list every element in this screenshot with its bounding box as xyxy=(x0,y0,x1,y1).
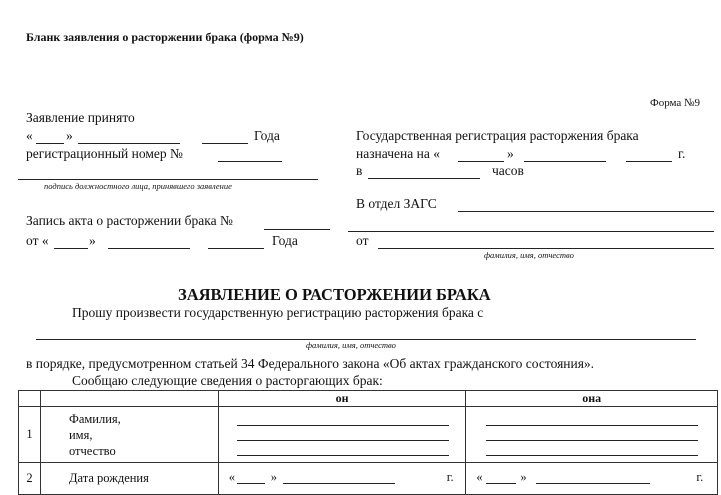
scheduled-month-field[interactable] xyxy=(524,161,606,162)
year-word: Года xyxy=(254,128,280,143)
scheduled-year-abbr: г. xyxy=(678,146,686,161)
he-fio-line-1[interactable] xyxy=(237,425,449,426)
info-intro: Сообщаю следующие сведения о расторгающих брак: xyxy=(72,373,383,388)
he-fio-cell[interactable] xyxy=(218,407,466,463)
she-fio-line-2[interactable] xyxy=(486,440,698,441)
she-fio-cell[interactable] xyxy=(466,407,718,463)
col-he: он xyxy=(218,391,466,407)
row-number: 2 xyxy=(19,463,41,495)
fio-caption-body: фамилия, имя, отчество xyxy=(306,340,396,350)
accepted-year-field[interactable] xyxy=(202,143,248,144)
she-birth-day-field[interactable] xyxy=(486,483,516,484)
fio-caption-right: фамилия, имя, отчество xyxy=(484,250,574,260)
date-open-quote: « xyxy=(26,128,33,143)
scheduled-close-quote: » xyxy=(507,146,514,161)
he-birth-month-field[interactable] xyxy=(283,483,395,484)
he-fio-line-2[interactable] xyxy=(237,440,449,441)
he-birthdate-cell[interactable] xyxy=(218,463,466,495)
signature-caption: подпись должностного лица, принявшего заявление xyxy=(44,181,232,191)
date-close-quote: » xyxy=(66,128,73,143)
state-reg-label: Государственная регистрация расторжения брака xyxy=(356,128,639,143)
zags-field-line2[interactable] xyxy=(348,231,714,232)
hours-label: часов xyxy=(492,163,524,178)
reg-number-label: регистрационный номер № xyxy=(26,146,183,161)
act-year-word: Года xyxy=(272,233,298,248)
she-fio-line-1[interactable] xyxy=(486,425,698,426)
act-month-field[interactable] xyxy=(108,248,190,249)
she-date-open: « xyxy=(476,470,483,484)
row-number: 1 xyxy=(19,407,41,463)
table-row xyxy=(19,407,718,463)
signature-line[interactable] xyxy=(18,179,318,180)
scheduled-hour-field[interactable] xyxy=(368,178,480,179)
request-text: Прошу произвести государственную регистрацию расторжения брака с xyxy=(72,305,484,320)
page-title: Бланк заявления о расторжении брака (форма №9) xyxy=(26,30,304,44)
scheduled-day-field[interactable] xyxy=(458,161,504,162)
form-number: Форма №9 xyxy=(650,97,701,109)
table-row xyxy=(19,463,718,495)
accepted-month-field[interactable] xyxy=(78,143,180,144)
he-fio-line-3[interactable] xyxy=(237,455,449,456)
scheduled-year-field[interactable] xyxy=(626,161,672,162)
act-record-label: Запись акта о расторжении брака № xyxy=(26,213,233,228)
she-date-close: » xyxy=(520,470,527,484)
from-label: от xyxy=(356,233,369,248)
act-date-close: » xyxy=(89,233,96,248)
act-from-label: от « xyxy=(26,233,49,248)
spouses-info-table xyxy=(18,390,718,495)
statement-heading: ЗАЯВЛЕНИЕ О РАСТОРЖЕНИИ БРАКА xyxy=(178,285,491,304)
header-label-cell xyxy=(40,391,218,407)
he-date-open: « xyxy=(228,470,236,484)
he-birth-day-field[interactable] xyxy=(237,483,265,484)
he-date-close: » xyxy=(270,470,278,484)
header-num-cell xyxy=(19,391,41,407)
zags-label: В отдел ЗАГС xyxy=(356,196,437,211)
table-header-row xyxy=(19,391,718,407)
applicant-name-field[interactable] xyxy=(378,248,714,249)
accepted-day-field[interactable] xyxy=(36,143,64,144)
act-year-field[interactable] xyxy=(208,248,264,249)
col-she: она xyxy=(466,391,718,407)
she-year-abbr: г. xyxy=(696,470,704,484)
row-label: Дата рождения xyxy=(40,463,218,495)
she-birthdate-cell[interactable] xyxy=(466,463,718,495)
label-patronymic: отчество xyxy=(68,444,116,458)
she-birth-month-field[interactable] xyxy=(536,483,650,484)
reg-number-field[interactable] xyxy=(218,161,282,162)
label-surname: Фамилия, xyxy=(68,412,121,426)
law-reference: в порядке, предусмотренном статьей 34 Федерального закона «Об актах гражданского состояния». xyxy=(26,356,595,371)
zags-field[interactable] xyxy=(458,211,714,212)
act-record-number-field[interactable] xyxy=(264,229,330,230)
she-fio-line-3[interactable] xyxy=(486,455,698,456)
scheduled-label: назначена на « xyxy=(356,146,440,161)
he-year-abbr: г. xyxy=(446,470,454,484)
act-day-field[interactable] xyxy=(54,248,88,249)
accepted-label: Заявление принято xyxy=(26,110,135,125)
label-name: имя, xyxy=(68,428,93,442)
at-label: в xyxy=(356,163,363,178)
row-label xyxy=(40,407,218,463)
